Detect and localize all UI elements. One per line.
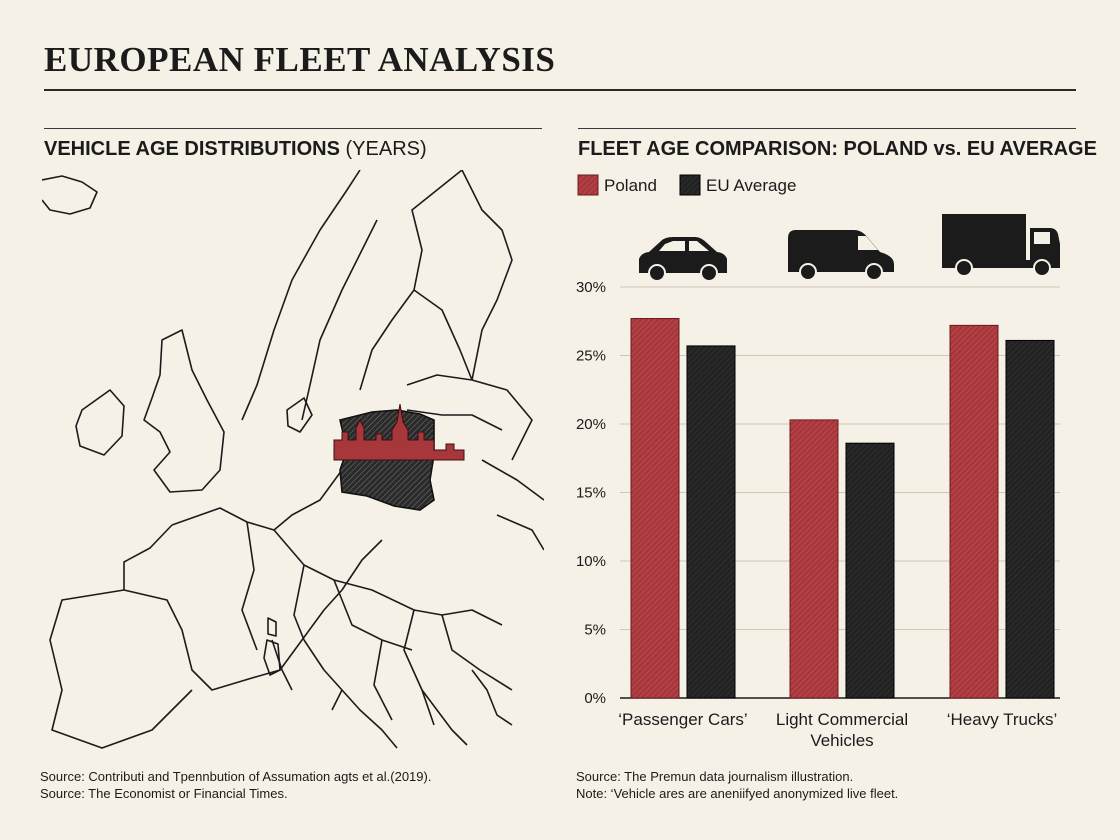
- y-tick-label: 5%: [584, 621, 606, 639]
- ireland-outline: [76, 390, 124, 455]
- car-icon: [639, 237, 727, 281]
- legend-label-eu: EU Average: [706, 176, 797, 195]
- corsica-outline: [268, 618, 276, 636]
- bar-poland-2: [950, 325, 998, 698]
- chart-source-line-1: Source: The Premun data journalism illustration.: [576, 769, 854, 784]
- x-category-label: ‘Passenger Cars’: [618, 710, 748, 729]
- map-source-line-1: Source: Contributi and Tpennbution of Assumation agts et al.(2019).: [40, 769, 432, 784]
- bar-eu-2: [1006, 340, 1054, 698]
- chart-source-line-2: Note: ‘Vehicle ares are aneniifyed anonymized live fleet.: [576, 786, 899, 801]
- bar-poland-1: [790, 420, 838, 698]
- europe-map: [42, 170, 544, 750]
- page-title: EUROPEAN FLEET ANALYSIS: [44, 40, 556, 79]
- iceland-outline: [42, 176, 97, 214]
- bar-eu-1: [846, 443, 894, 698]
- title-divider: [44, 89, 1076, 91]
- map-title-unit: (YEARS): [345, 138, 427, 160]
- chart-source-note: [576, 768, 898, 802]
- truck-icon: [942, 214, 1060, 276]
- legend-swatch-poland: [578, 175, 598, 195]
- bar-eu-0: [687, 346, 735, 698]
- y-tick-label: 25%: [575, 347, 606, 365]
- map-panel-title: [44, 138, 427, 161]
- legend-label-poland: Poland: [604, 176, 657, 195]
- x-category-label: ‘Heavy Trucks’: [946, 710, 1058, 729]
- great-britain-outline: [144, 330, 224, 492]
- x-category-label: Light Commercial Vehicles: [775, 710, 909, 750]
- bar-poland-0: [631, 319, 679, 698]
- left-panel-divider: [44, 128, 542, 129]
- y-tick-label: 30%: [575, 279, 606, 296]
- y-tick-label: 15%: [575, 484, 606, 502]
- right-panel-divider: [578, 128, 1076, 129]
- scandinavia-outline: [242, 170, 512, 420]
- y-tick-label: 10%: [575, 553, 606, 570]
- fleet-age-bar-chart: [560, 160, 1100, 760]
- country-borders: [242, 522, 512, 725]
- y-tick-label: 0%: [584, 690, 606, 707]
- continent-outline: [50, 470, 382, 748]
- chart-panel-title: FLEET AGE COMPARISON: POLAND vs. EU AVERAGE: [578, 138, 1097, 160]
- chart-legend: [578, 175, 796, 195]
- legend-swatch-eu: [680, 175, 700, 195]
- van-icon: [788, 230, 894, 280]
- denmark-outline: [287, 398, 312, 432]
- map-source-note: [40, 768, 431, 802]
- map-title-bold: VEHICLE AGE DISTRIBUTIONS: [44, 138, 340, 160]
- y-tick-label: 20%: [575, 416, 606, 433]
- map-source-line-2: Source: The Economist or Financial Times.: [40, 786, 288, 801]
